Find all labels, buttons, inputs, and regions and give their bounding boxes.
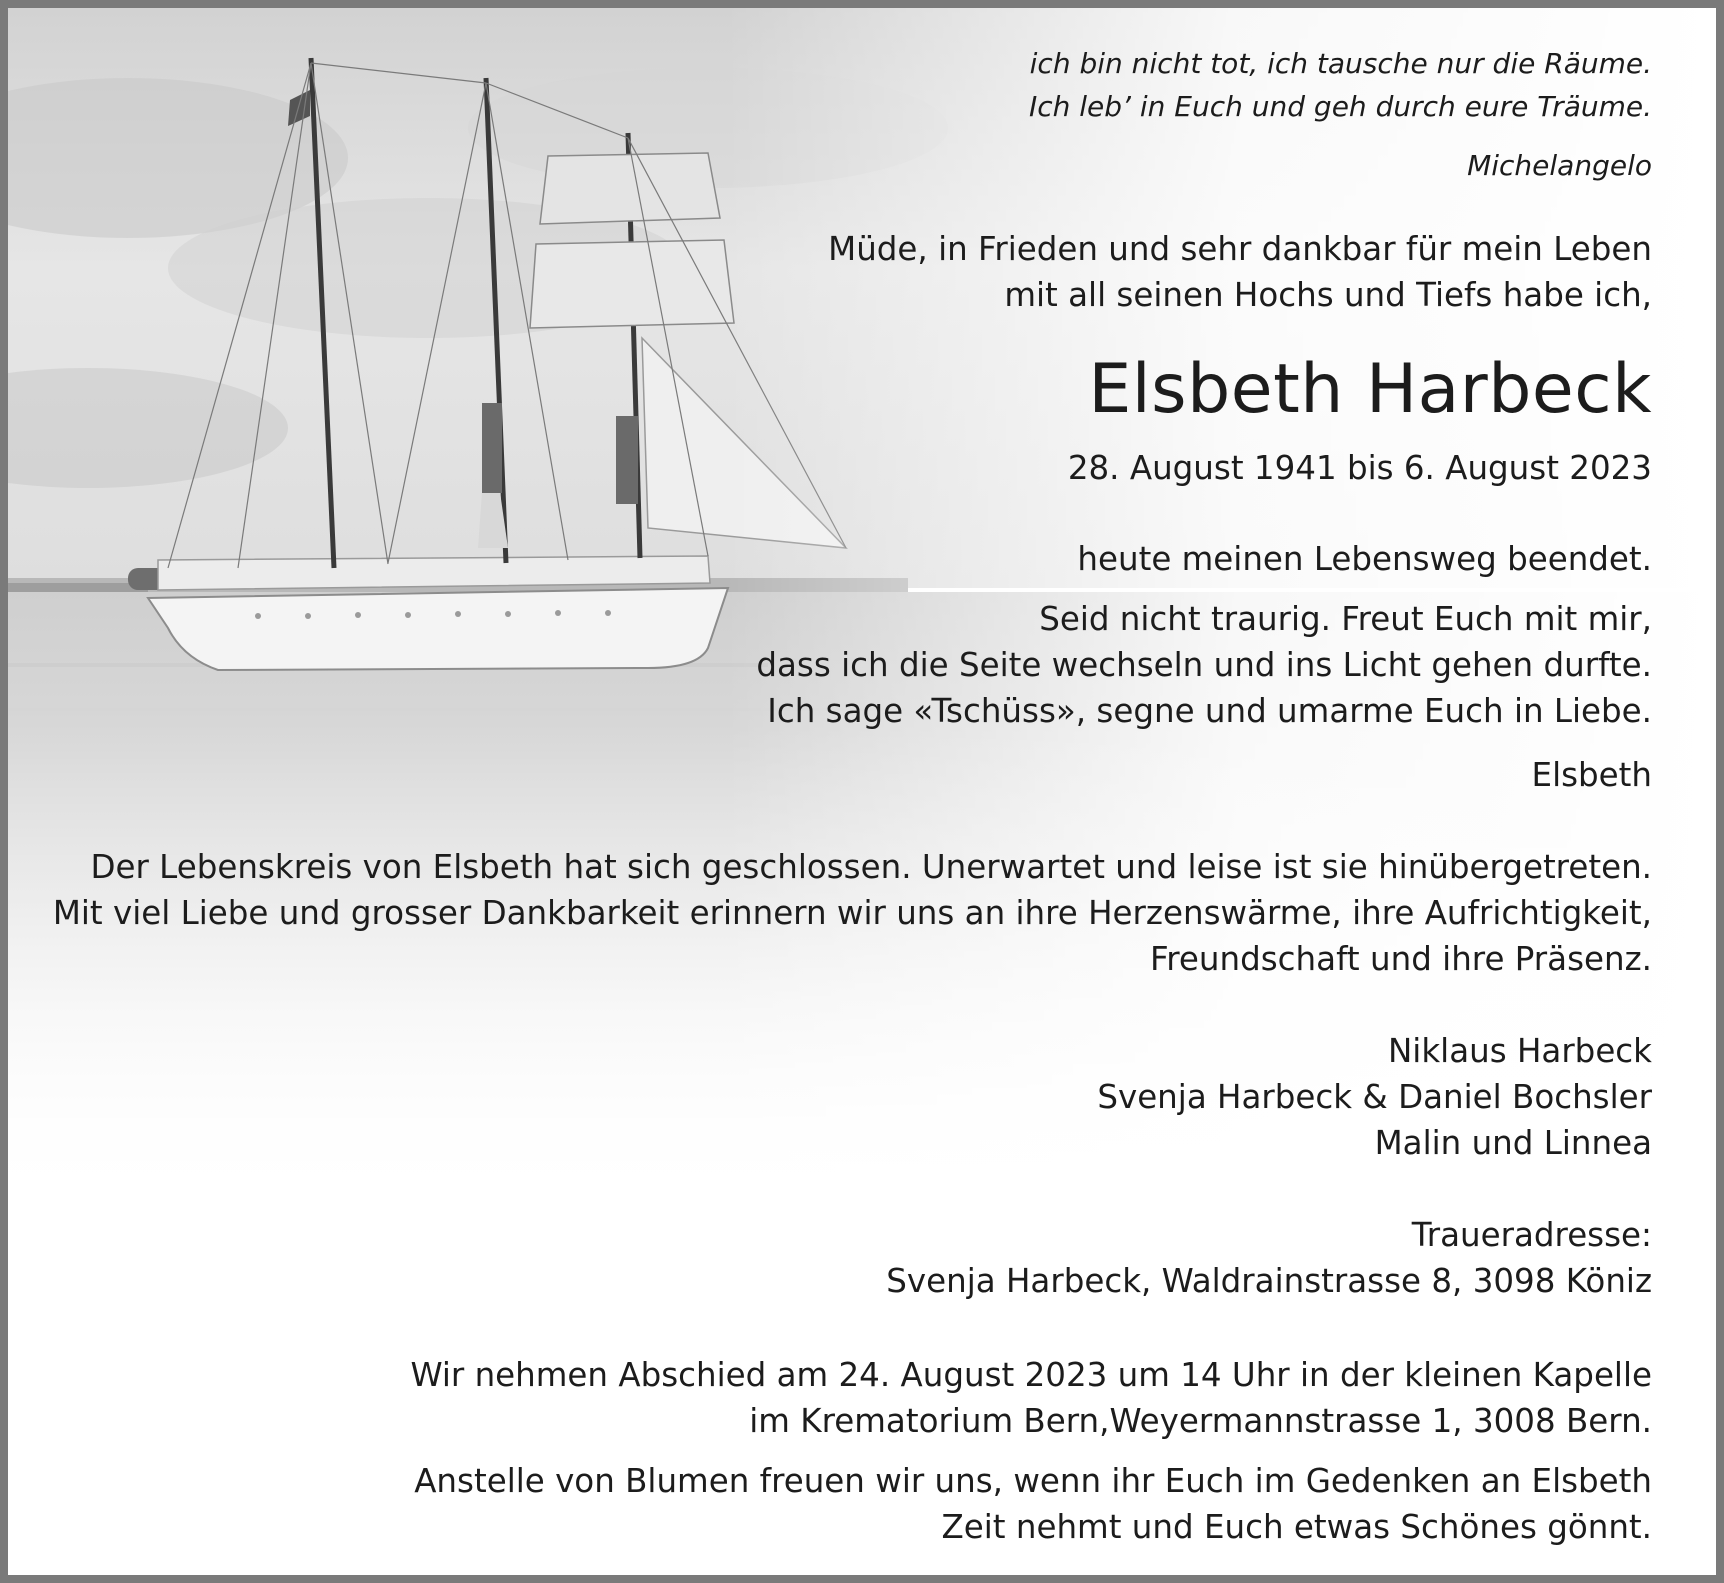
quote-author: Michelangelo [1467,149,1652,182]
mourning-address [886,1212,1652,1304]
intro-line: Müde, in Frieden und sehr dankbar für mein Leben [828,230,1652,268]
closing-note [414,1458,1652,1550]
quote [1029,42,1652,128]
closing-line: Zeit nehmt und Euch etwas Schönes gönnt. [941,1508,1652,1546]
intro-line: mit all seinen Hochs und Tiefs habe ich, [1004,276,1652,314]
farewell-line: dass ich die Seite wechseln und ins Licht gehen durfte. [756,646,1652,684]
address-value: Svenja Harbeck, Waldrainstrasse 8, 3098 Köniz [886,1262,1652,1300]
tribute-line: Der Lebenskreis von Elsbeth hat sich geschlossen. Unerwartet und leise ist sie hinübergetreten. [90,848,1652,886]
farewell-line: Ich sage «Tschüss», segne und umarme Euch in Liebe. [767,692,1652,730]
address-label: Traueradresse: [1411,1216,1652,1254]
closing-line: Anstelle von Blumen freuen wir uns, wenn ihr Euch im Gedenken an Elsbeth [414,1462,1652,1500]
tribute-line: Freundschaft und ihre Präsenz. [1149,940,1652,978]
farewell-signature: Elsbeth [1531,756,1652,794]
farewell-line: Seid nicht traurig. Freut Euch mit mir, [1039,600,1652,638]
ceremony-info [410,1352,1652,1444]
mourner: Svenja Harbeck & Daniel Bochsler [1097,1078,1652,1116]
mourner: Malin und Linnea [1374,1124,1652,1162]
ceremony-line: Wir nehmen Abschied am 24. August 2023 um 14 Uhr in der kleinen Kapelle [410,1356,1652,1394]
farewell-ended: heute meinen Lebensweg beendet. [1077,540,1652,578]
mourner: Niklaus Harbeck [1388,1032,1652,1070]
quote-line: ich bin nicht tot, ich tausche nur die Räume. [1029,47,1652,80]
deceased-name: Elsbeth Harbeck [1088,350,1652,429]
tribute-text [53,844,1652,982]
life-dates: 28. August 1941 bis 6. August 2023 [1067,449,1652,487]
farewell-message [756,596,1652,734]
tribute-line: Mit viel Liebe und grosser Dankbarkeit erinnern wir uns an ihre Herzenswärme, ihre Aufrichtigkeit, [52,894,1652,932]
ceremony-line: im Krematorium Bern,Weyermannstrasse 1, 3008 Bern. [749,1402,1652,1440]
mourners-list [1097,1028,1652,1166]
intro-text [828,226,1652,318]
quote-line: Ich leb’ in Euch und geh durch eure Träume. [1028,90,1652,123]
